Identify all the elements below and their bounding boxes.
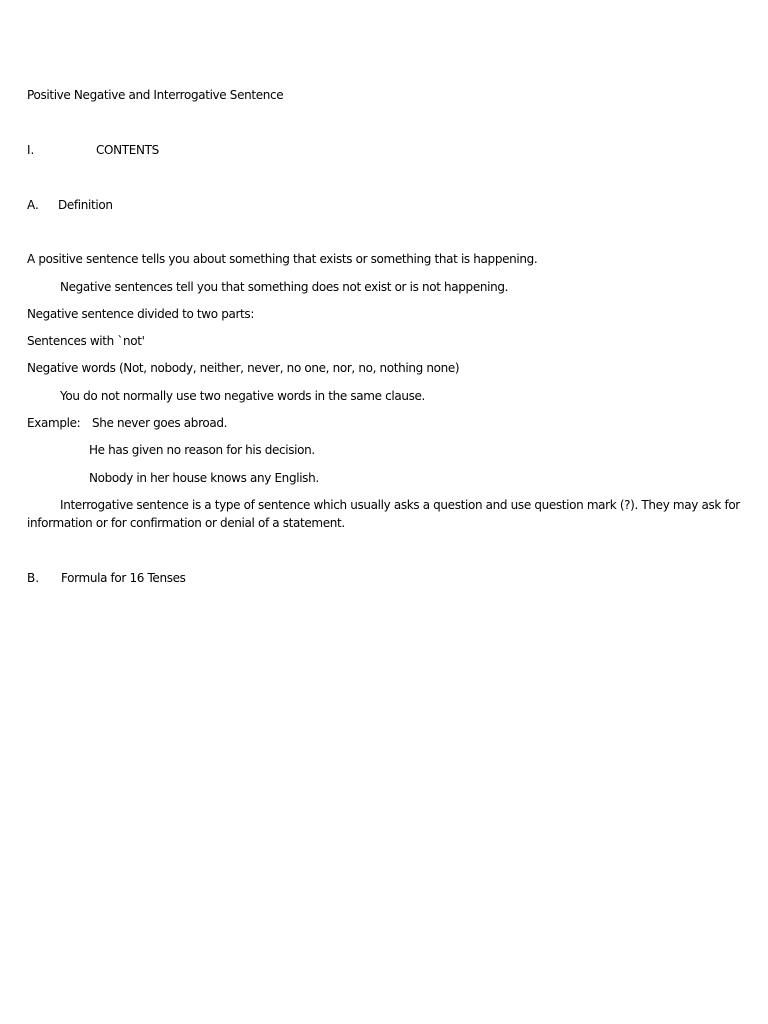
example-sentence: She never goes abroad. (92, 416, 228, 430)
paragraph-interrogative: Interrogative sentence is a type of sentence which usually asks a question and use question mark (?). They may ask for information or for confirmation or denial of a statement. (27, 498, 740, 530)
section-label: Formula for 16 Tenses (61, 571, 186, 585)
paragraph-two-negatives: You do not normally use two negative words in the same clause. (60, 389, 426, 403)
example-sentence-3: Nobody in her house knows any English. (89, 471, 319, 485)
paragraph-with-not: Sentences with `not' (27, 334, 145, 348)
section-number: I. (27, 143, 35, 157)
example-sentence-2: He has given no reason for his decision. (89, 443, 315, 457)
section-number: B. (27, 571, 40, 585)
section-label: Definition (58, 198, 113, 212)
section-label: CONTENTS (96, 143, 159, 157)
document-title: Positive Negative and Interrogative Sentence (27, 88, 284, 102)
paragraph-negative-words: Negative words (Not, nobody, neither, never, no one, nor, no, nothing none) (27, 361, 460, 375)
section-number: A. (27, 198, 39, 212)
paragraph-positive: A positive sentence tells you about something that exists or something that is happening. (27, 252, 538, 266)
paragraph-negative: Negative sentences tell you that something does not exist or is not happening. (60, 280, 509, 294)
example-label: Example: (27, 416, 81, 430)
paragraph-divided: Negative sentence divided to two parts: (27, 307, 255, 321)
